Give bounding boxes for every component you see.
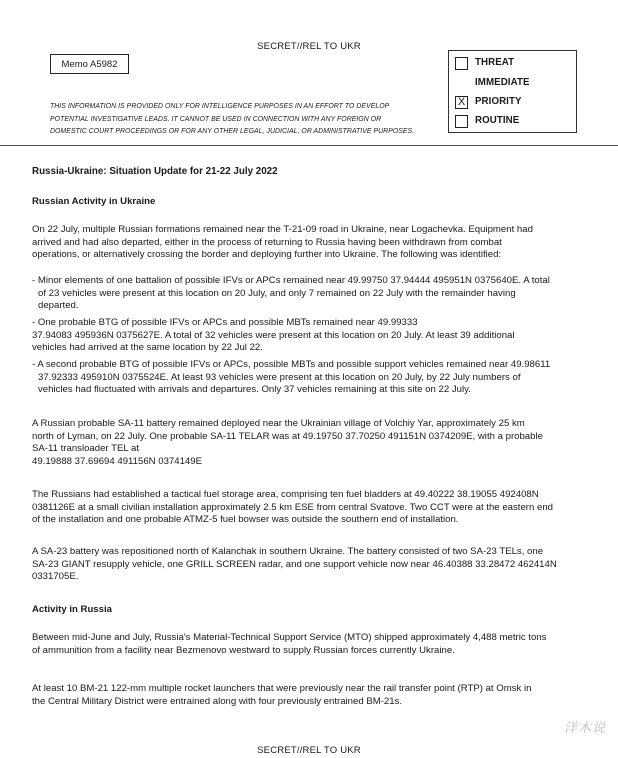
classification-banner-bottom: SECRET//REL TO UKR xyxy=(257,745,361,756)
text-line: departed. xyxy=(38,300,79,312)
text-line: The Russians had established a tactical fuel storage area, comprising ten fuel bladders at 49.40222 38.19055 492408N xyxy=(32,489,539,500)
text-line: SA-11 transloader TEL at xyxy=(32,443,140,455)
text-line: of 23 vehicles were present at this location on 20 July, and only 7 remained on 22 July with the remainder having xyxy=(38,287,516,299)
checkbox-checked[interactable]: X xyxy=(455,96,468,109)
text-line: - Minor elements of one battalion of possible IFVs or APCs remained near 49.99750 37.94444 495951N 0375640E. A total xyxy=(32,275,550,286)
section-heading-russia: Activity in Russia xyxy=(32,604,112,615)
paragraph-logachevka xyxy=(32,224,567,262)
text-line: SA-23 GIANT resupply vehicle, one GRILL SCREEN radar, and one support vehicle now near 46.40388 33.28472 462414N xyxy=(32,558,557,570)
text-line: At least 10 BM-21 122-mm multiple rocket launchers that were previously near the rail transfer point (RTP) at Omsk in xyxy=(32,683,532,694)
priority-label: IMMEDIATE xyxy=(475,77,530,89)
text-line: of the installation and one probable ATMZ-5 fuel bowser was outside the southern end of installation. xyxy=(32,514,459,526)
text-line: A Russian probable SA-11 battery remained deployed near the Ukrainian village of Volchiy Yar, approximately 25 km xyxy=(32,418,525,429)
checkbox[interactable] xyxy=(455,57,468,70)
header-divider xyxy=(0,145,618,146)
priority-label: THREAT xyxy=(475,57,515,69)
disclaimer-text xyxy=(50,101,445,139)
priority-option-priority[interactable] xyxy=(455,94,522,111)
checkbox[interactable] xyxy=(455,77,468,90)
document-title: Russia-Ukraine: Situation Update for 21-22 July 2022 xyxy=(32,166,278,177)
text-line: On 22 July, multiple Russian formations remained near the T-21-09 road in Ukraine, near Logachevka. Equipment had xyxy=(32,224,533,235)
text-line: - One probable BTG of possible IFVs or APCs and possible MBTs remained near 49.99333 xyxy=(32,317,418,328)
disclaimer-line: THIS INFORMATION IS PROVIDED ONLY FOR INTELLIGENCE PURPOSES IN AN EFFORT TO DEVELOP xyxy=(50,103,390,110)
disclaimer-line: POTENTIAL INVESTIGATIVE LEADS. IT CANNOT BE USED IN CONNECTION WITH ANY FOREIGN OR xyxy=(50,115,382,123)
checkbox[interactable] xyxy=(455,115,468,128)
text-line: - A second probable BTG of possible IFVs or APCs, possible MBTs and possible support vehicles remained near 49.98611 xyxy=(32,359,551,370)
watermark-text: 洋木说 xyxy=(563,720,606,735)
priority-label: ROUTINE xyxy=(475,115,520,127)
text-line: Between mid-June and July, Russia's Material-Technical Support Service (MTO) shipped approximately 4,488 metric tons xyxy=(32,632,547,643)
bullet-item-btg-first xyxy=(32,317,572,355)
text-line: 49.19888 37.69694 491156N 0374149E xyxy=(32,455,203,467)
paragraph-sa11 xyxy=(32,418,567,468)
classification-banner-top: SECRET//REL TO UKR xyxy=(257,41,361,52)
text-line: north of Lyman, on 22 July. One probable SA-11 TELAR was at 49.19750 37.70250 491151N 0374209E, with a probable xyxy=(32,430,543,442)
text-line: 37.94083 495936N 0375627E. A total of 32 vehicles were present at this location on 20 July. At least 39 additional xyxy=(32,329,515,341)
paragraph-sa23 xyxy=(32,546,567,584)
bullet-item-battalion xyxy=(32,275,572,313)
bullet-item-btg-second xyxy=(32,359,572,397)
priority-option-immediate[interactable] xyxy=(455,75,530,92)
text-line: vehicles had arrived at the same location by 22 Jul 22. xyxy=(32,342,263,354)
text-line: 0331705E. xyxy=(32,571,79,583)
priority-option-routine[interactable] xyxy=(455,113,519,130)
text-line: 0381126E at a small civilian installation approximately 2.5 km ESE from central Svatove. Two CCT were at the eastern end xyxy=(32,501,553,513)
text-line: arrived and had also departed, either in the process of returning to Russia having been withdrawn from combat xyxy=(32,236,502,248)
text-line: A SA-23 battery was repositioned north of Kalanchak in southern Ukraine. The battery consisted of two SA-23 TELs, one xyxy=(32,546,544,557)
priority-panel xyxy=(448,50,577,133)
text-line: 37.92333 495910N 0375524E. At least 93 vehicles were present at this location on 20 July, by 22 July numbers of xyxy=(38,371,521,383)
paragraph-fuel-storage xyxy=(32,489,567,527)
paragraph-mto xyxy=(32,632,567,657)
text-line: the Central Military District were entrained along with four previously entrained BM-21s. xyxy=(32,695,403,707)
text-line: of ammunition from a facility near Bezmenovo westward to supply Russian forces currently Ukraine. xyxy=(32,644,455,656)
disclaimer-line: DOMESTIC COURT PROCEEDINGS OR FOR ANY OTHER LEGAL, JUDICIAL, OR ADMINISTRATIVE PURPOSES. xyxy=(50,128,415,135)
priority-label: PRIORITY xyxy=(475,96,522,108)
paragraph-bm21 xyxy=(32,683,567,708)
section-heading-ukraine: Russian Activity in Ukraine xyxy=(32,196,156,207)
memo-id-box: Memo A5982 xyxy=(50,54,129,74)
text-line: operations, or alternatively crossing the border and deploying further into Ukraine. The following was identified: xyxy=(32,249,502,261)
priority-option-threat[interactable] xyxy=(455,55,514,72)
text-line: vehicles had fluctuated with arrivals and departures. Only 37 vehicles remaining at this site on 22 July. xyxy=(38,384,471,396)
